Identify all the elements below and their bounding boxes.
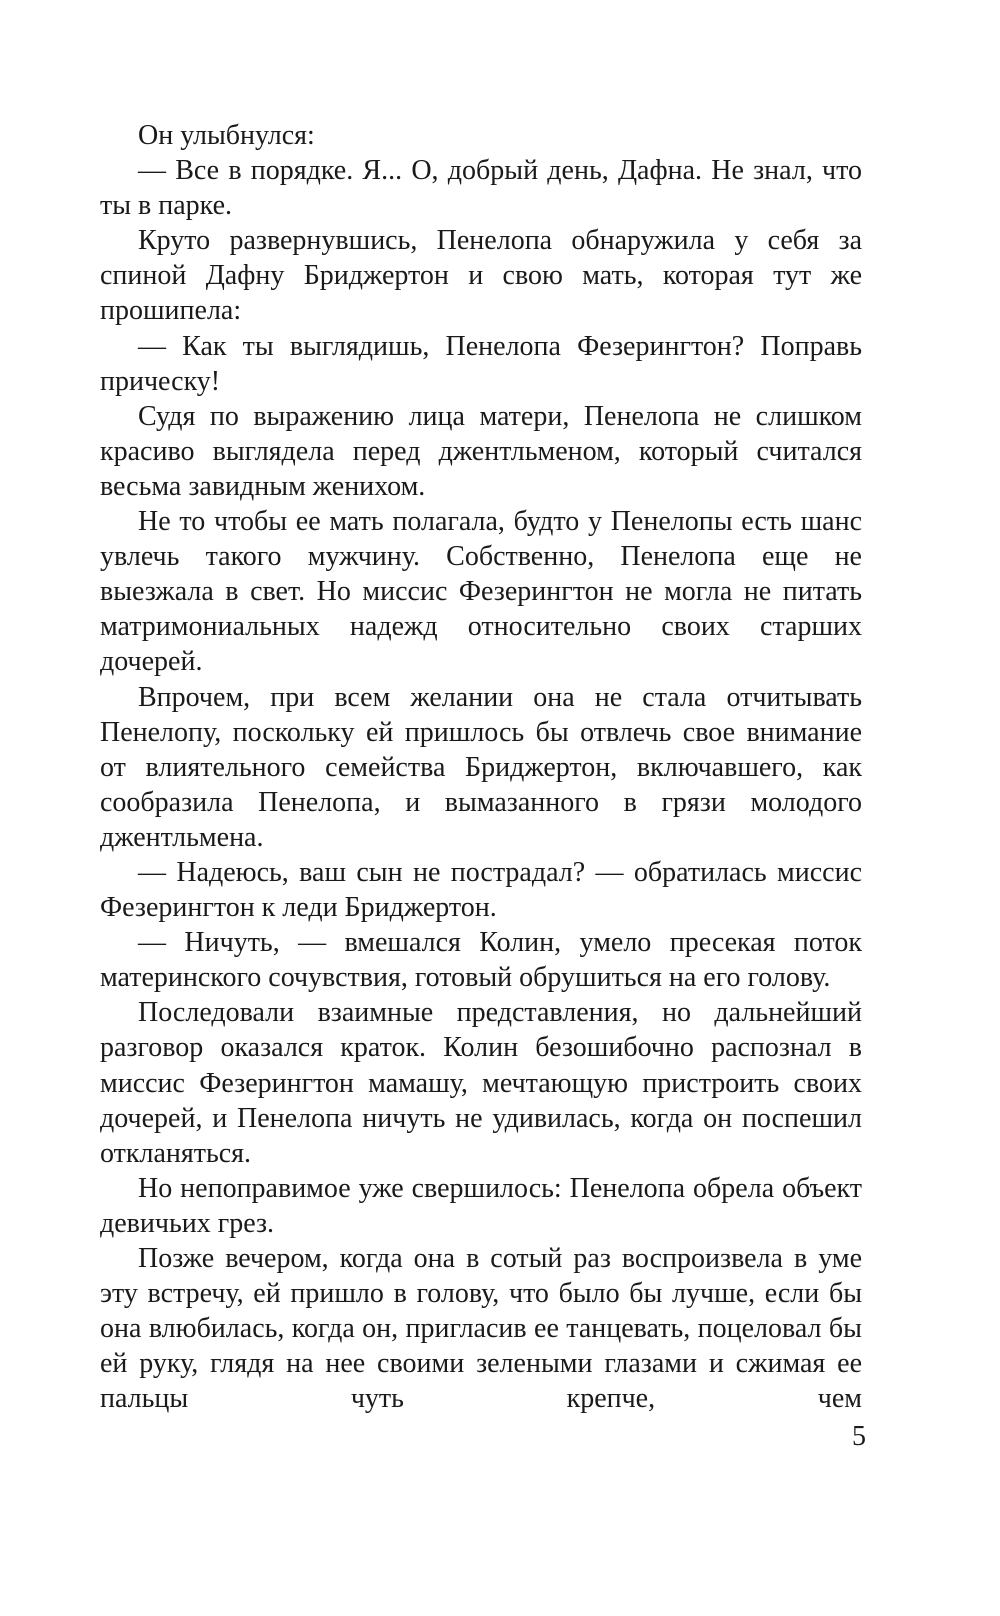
paragraph-6: Не то чтобы ее мать полагала, будто у Пенелопы есть шанс увлечь такого мужчину. Собственно, Пенелопа еще не выезжала в свет. Но миссис Фезерингтон не могла не питать матримониальных надежд относительно своих старших дочерей.	[100, 506, 862, 678]
page-number: 5	[852, 1421, 866, 1452]
paragraph-3: Круто развернувшись, Пенелопа обнаружила у себя за спиной Дафну Бриджертон и свою мать, которая тут же прошипела:	[100, 225, 862, 327]
body-text	[100, 118, 862, 1416]
paragraph-2: — Все в порядке. Я... О, добрый день, Дафна. Не знал, что ты в парке.	[100, 155, 862, 222]
paragraph-9: — Ничуть, — вмешался Колин, умело пресекая поток материнского сочувствия, готовый обрушиться на его голову.	[100, 927, 862, 994]
paragraph-8: — Надеюсь, ваш сын не пострадал? — обратилась миссис Фезерингтон к леди Бриджертон.	[100, 856, 862, 924]
paragraph-4: — Как ты выглядишь, Пенелопа Фезерингтон? Поправь прическу!	[100, 330, 862, 397]
paragraph-10: Последовали взаимные представления, но дальнейший разговор оказался краток. Колин безошибочно распознал в миссис Фезерингтон мамашу, мечтающую пристроить своих дочерей, и Пенелопа ничуть не удивилась, когда он поспешил откланяться.	[100, 997, 862, 1169]
paragraph-11: Но непоправимое уже свершилось: Пенелопа обрела объект девичьих грез.	[100, 1172, 862, 1239]
paragraph-1: Он улыбнулся:	[138, 120, 315, 151]
paragraph-5: Судя по выражению лица матери, Пенелопа не слишком красиво выглядела перед джентльменом, который считался весьма завидным женихом.	[100, 400, 862, 502]
paragraph-12: Позже вечером, когда она в сотый раз воспроизвела в уме эту встречу, ей пришло в голову, что было бы лучше, если бы она влюбилась, когда он, пригласив ее танцевать, поцеловал бы ей руку, глядя на нее своими зелеными глазами и сжимая ее пальцы чуть крепче, чем	[100, 1243, 862, 1415]
paragraph-7: Впрочем, при всем желании она не стала отчитывать Пенелопу, поскольку ей пришлось бы отвлечь свое внимание от влиятельного семейства Бриджертон, включавшего, как сообразила Пенелопа, и вымазанного в грязи молодого джентльмена.	[100, 681, 862, 853]
